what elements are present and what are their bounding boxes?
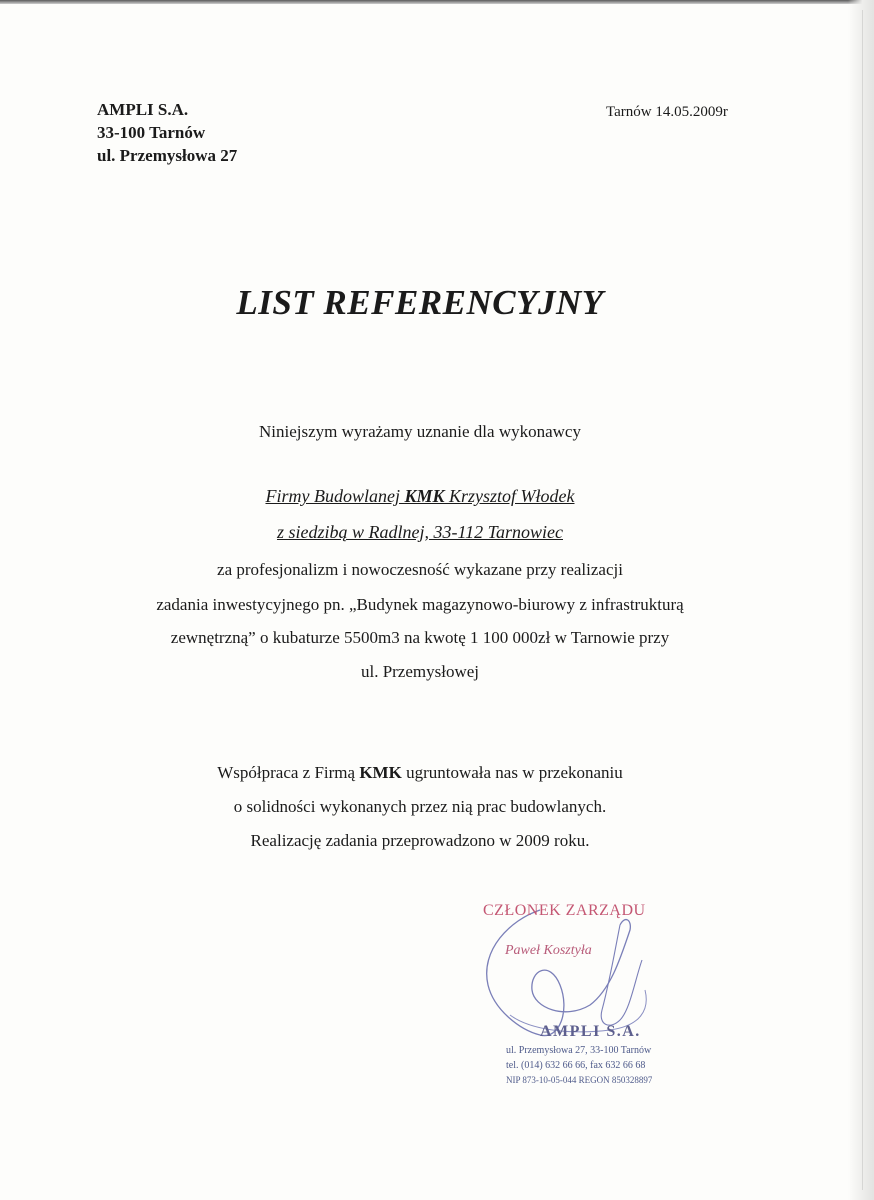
cooperation-pre: Współpraca z Firmą bbox=[217, 763, 360, 782]
stamp-company: AMPLI S.A. bbox=[540, 1023, 641, 1040]
letter-date: Tarnów 14.05.2009r bbox=[606, 104, 728, 120]
contractor-address: z siedzibą w Radlnej, 33-112 Tarnowiec bbox=[276, 522, 563, 542]
cooperation-line-1 bbox=[0, 763, 840, 783]
body-line-2: zadania inwestycyjnego pn. „Budynek magazynowo-biurowy z infrastrukturą bbox=[156, 595, 684, 614]
sender-company: AMPLI S.A. bbox=[97, 100, 189, 119]
stamp-role: CZŁONEK ZARZĄDU bbox=[483, 902, 646, 919]
contractor-name-bold: KMK bbox=[404, 486, 445, 506]
stamp-ids: NIP 873-10-05-044 REGON 850328897 bbox=[506, 1075, 653, 1084]
cooperation-post: ugruntowała nas w przekonaniu bbox=[401, 763, 623, 782]
cooperation-line-3: Realizację zadania przeprowadzono w 2009 roku. bbox=[250, 831, 590, 850]
sender-address bbox=[97, 98, 237, 167]
letter-title: LIST REFERENCYJNY bbox=[236, 283, 604, 322]
sender-postal: 33-100 Tarnów bbox=[97, 123, 206, 142]
contractor-name-post: Krzysztof Włodek bbox=[444, 486, 575, 506]
body-line-1: za profesjonalizm i nowoczesność wykazane przy realizacji bbox=[217, 560, 623, 579]
cooperation-bold: KMK bbox=[359, 763, 402, 782]
stamp-person: Paweł Kosztyła bbox=[505, 943, 592, 958]
contractor-name bbox=[0, 486, 840, 507]
stamp-address: ul. Przemysłowa 27, 33-100 Tarnów bbox=[506, 1045, 652, 1056]
stamp-phone: tel. (014) 632 66 66, fax 632 66 68 bbox=[506, 1060, 646, 1071]
body-line-4: ul. Przemysłowej bbox=[360, 662, 480, 681]
body-line-3: zewnętrzną” o kubaturze 5500m3 na kwotę 1 100 000zł w Tarnowie przy bbox=[170, 628, 670, 647]
scan-top-edge bbox=[0, 0, 874, 4]
cooperation-line-2: o solidności wykonanych przez nią prac budowlanych. bbox=[233, 797, 607, 816]
sender-street: ul. Przemysłowa 27 bbox=[97, 146, 238, 165]
intro-line: Niniejszym wyrażamy uznanie dla wykonawcy bbox=[259, 422, 581, 441]
contractor-name-pre: Firmy Budowlanej bbox=[265, 486, 405, 506]
scan-right-edge bbox=[848, 0, 874, 1200]
